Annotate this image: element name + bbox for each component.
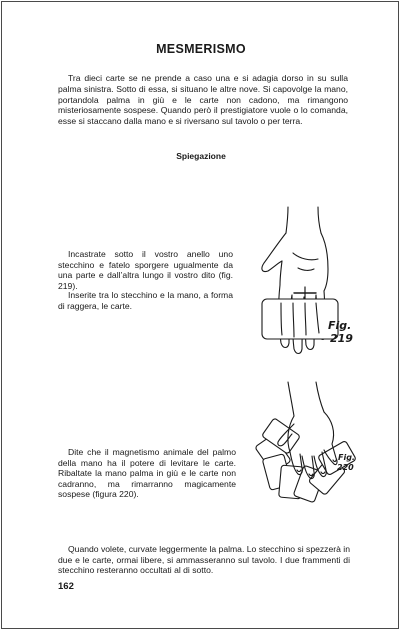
paragraph-conclusion: Quando volete, curvate leggermente la palma. Lo stecchino si spezzerà in due e le carte, ormai libere, si ammasseranno sul tavolo. I due frammenti di stecchino resteranno occultati al di sotto. [58,544,350,576]
page-number: 162 [58,581,74,592]
figure-219-label-number: 219 [330,332,353,345]
paragraph-ring-toothpick: Incastrate sotto il vostro anello uno stecchino e fatelo sporgere ugualmente da una parte e dall’altra lungo il vostro dito (fig. 219). [58,249,233,291]
figure-219-label-top: Fig. [328,319,352,332]
figure-220-label-number: 220 [337,463,354,472]
paragraph-levitation: Dite che il magnetismo animale del palmo della mano ha il potere di levitare le carte. Ribaltate la mano palma in giù e le carte non cadranno, ma rimarranno magicamente sospese (figura 220). [58,447,236,500]
section-heading: Spiegazione [176,151,226,161]
paragraph-insert-cards: Inserite tra lo stecchino e la mano, a forma di raggera, le carte. [58,290,233,311]
figure-220-label-top: Fig. [338,453,355,462]
figure-220-hand-with-cards [250,380,360,505]
figure-219-hand-with-toothpick [248,203,353,358]
page-title: MESMERISMO [156,42,246,56]
intro-paragraph: Tra dieci carte se ne prende a caso una e si adagia dorso in su sulla palma sinistra. Sotto di essa, si situano le altre nove. Si capovolge la mano, portandola palma in giù e le carte non cadono, ma rimangono misteriosamente sospese. Quando però il prestigiatore vuole o lo comanda, esse si staccano dalla mano e si riversano sul tavolo o per terra. [58,73,348,127]
